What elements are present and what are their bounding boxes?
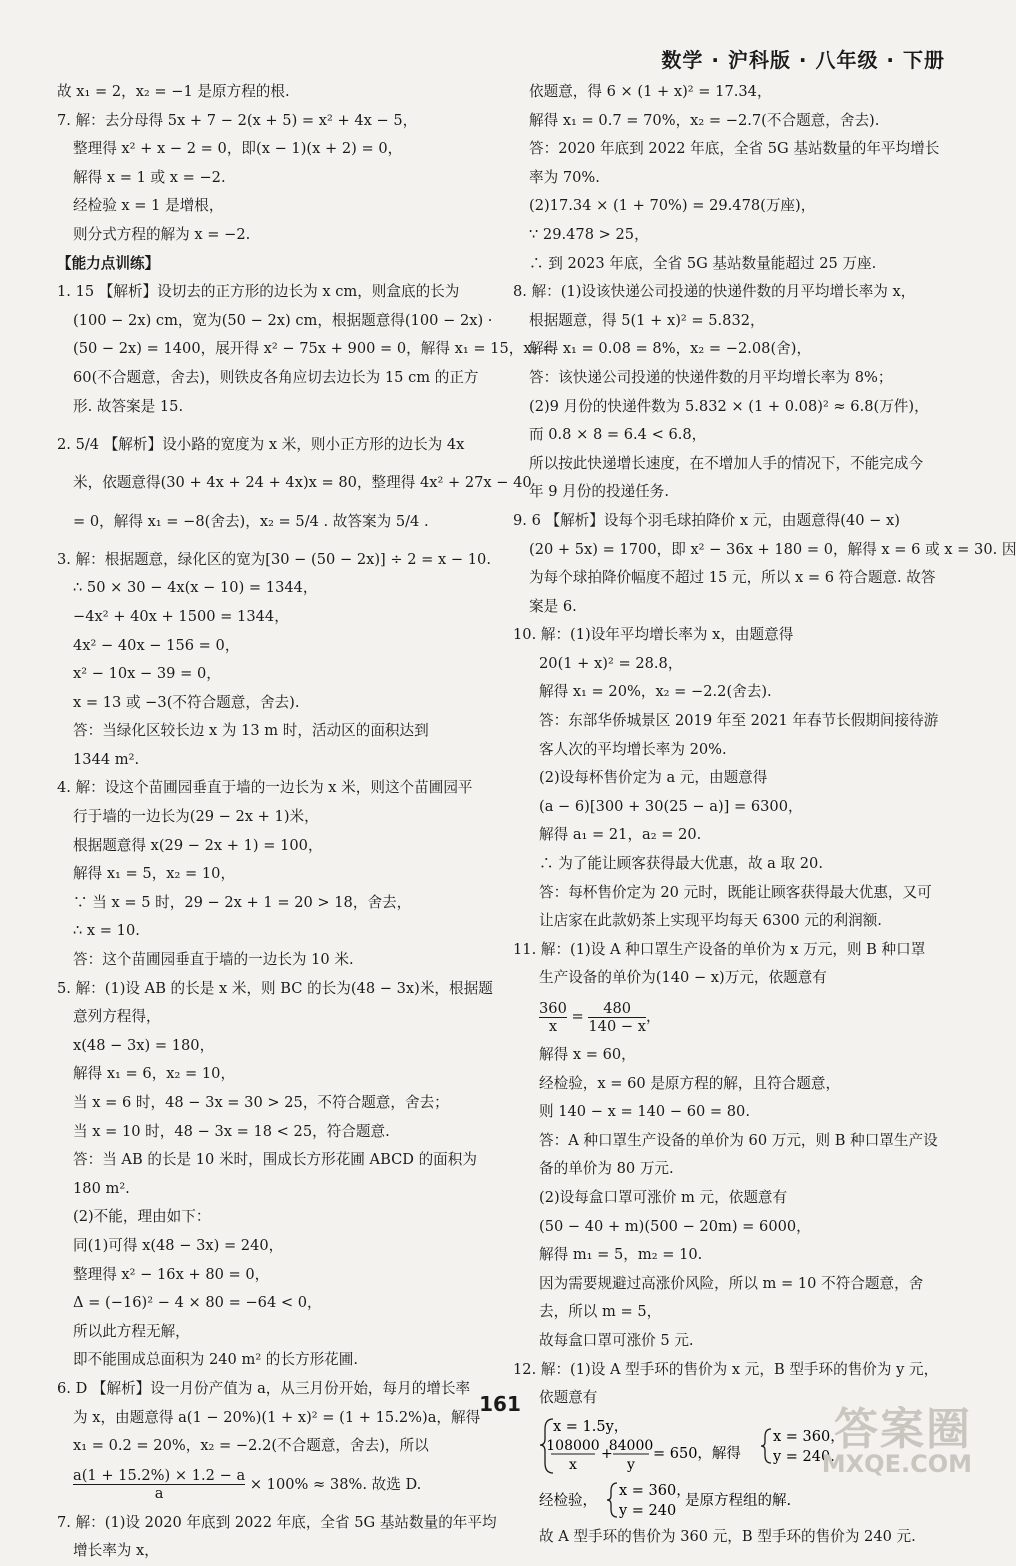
watermark-line1: 答案圈 [834, 1404, 972, 1455]
text-line: 解得 a₁ = 21，a₂ = 20. [539, 826, 702, 844]
solution-x: x = 360， [773, 1428, 845, 1445]
text-line: 为 x，由题意得 a(1 − 20%)(1 + x)² = (1 + 15.2%)a，解得 [73, 1408, 481, 1426]
text-line: (100 − 2x) cm，宽为(50 − 2x) cm，根据题意得(100 − 2x) · [73, 311, 493, 329]
text-line: 答：东部华侨城景区 2019 年至 2021 年春节长假期间接待游 [539, 712, 939, 730]
fraction-numerator: 108000 [546, 1437, 600, 1454]
equation-2-result: = 650，解得 [653, 1445, 741, 1462]
text-line: (a − 6)[300 + 30(25 − a)] = 6300， [539, 797, 803, 815]
text-line: 形. 故答案是 15. [73, 397, 184, 415]
text-line: 解得 x₁ = 5，x₂ = 10， [73, 865, 236, 883]
text-line: 1344 m². [73, 750, 140, 768]
text-line: (2)设每盒口罩可涨价 m 元，依题意有 [539, 1188, 788, 1206]
text-line: 8. 解：(1)设该快递公司投递的快递件数的月平均增长率为 x， [513, 283, 916, 301]
text-line: 则 140 − x = 140 − 60 = 80. [539, 1103, 750, 1121]
text-line: 答：当绿化区较长边 x 为 13 m 时，活动区的面积达到 [73, 722, 429, 740]
text-line: 让店家在此款奶茶上实现平均每天 6300 元的利润额. [539, 912, 882, 930]
text-line: 故 x₁ = 2，x₂ = −1 是原方程的根. [57, 83, 290, 100]
text-line: 行于墙的一边长为(29 − 2x + 1)米， [73, 808, 319, 826]
text-line: 7. 解：去分母得 5x + 7 − 2(x + 5) = x² + 4x − 5， [57, 111, 418, 129]
plus-sign: + [601, 1445, 613, 1462]
text-line: 即不能围成总面积为 240 m² 的长方形花圃. [73, 1351, 359, 1369]
text-line: 根据题意得 x(29 − 2x + 1) = 100， [73, 836, 323, 854]
text-line: −4x² + 40x + 1500 = 1344， [73, 607, 289, 625]
solution-y: y = 240 [619, 1502, 677, 1519]
text-line: (20 + 5x) = 1700，即 x² − 36x + 180 = 0，解得 x = 6 或 x = 30. 因 [529, 540, 1016, 558]
text-line: Δ = (−16)² − 4 × 80 = −64 < 0， [73, 1294, 322, 1312]
fraction-denominator: a [154, 1485, 164, 1503]
text-line: 而 0.8 × 8 = 6.4 < 6.8， [529, 426, 707, 444]
fraction-denominator: y [627, 1456, 635, 1473]
text-line: 9. 6 【解析】设每个羽毛球拍降价 x 元，由题意得(40 − x) [513, 511, 900, 529]
text-line: (2)9 月份的快递件数为 5.832 × (1 + 0.08)² ≈ 6.8(万件)， [529, 397, 929, 415]
text-line: 答：这个苗圃园垂直于墙的一边长为 10 米. [73, 951, 354, 969]
text-line: 当 x = 10 时，48 − 3x = 18 < 25，符合题意. [73, 1122, 390, 1140]
text-line: ∵ 29.478 > 25， [529, 225, 649, 243]
fraction-line [57, 1461, 494, 1509]
text-line: x = 13 或 −3(不符合题意，舍去). [73, 693, 300, 711]
text-line: ∴ x = 10. [73, 922, 140, 940]
text-line: 因为需要规避过高涨价风险，所以 m = 10 不符合题意，舍 [539, 1274, 924, 1292]
text-line: (2)不能，理由如下： [73, 1208, 211, 1226]
text-line: 答：每杯售价定为 20 元时，既能让顾客获得最大优惠，又可 [539, 883, 932, 901]
text-line: 180 m². [73, 1179, 130, 1197]
right-column [513, 78, 1016, 1551]
text-line: 客人次的平均增长率为 20%. [539, 740, 727, 758]
text-line: 答：A 种口罩生产设备的单价为 60 万元，则 B 种口罩生产设 [539, 1131, 938, 1149]
comma: ， [645, 1008, 661, 1025]
text-line: 7. 解：(1)设 2020 年底到 2022 年底，全省 5G 基站数量的年平均 [57, 1513, 497, 1531]
text-line: 整理得 x² − 16x + 80 = 0， [73, 1265, 270, 1283]
text-line: 整理得 x² + x − 2 = 0，即(x − 1)(x + 2) = 0， [73, 140, 403, 158]
text-line: 4x² − 40x − 156 = 0， [73, 636, 240, 654]
fraction-numerator: 480 [588, 1000, 646, 1018]
text-line: 故 A 型手环的售价为 360 元，B 型手环的售价为 240 元. [539, 1527, 916, 1545]
text-line: 4. 解：设这个苗圃园垂直于墙的一边长为 x 米，则这个苗圃园平 [57, 779, 473, 797]
text-line: ∴ 到 2023 年底，全省 5G 基站数量能超过 25 万座. [529, 254, 877, 272]
text-line: ∴ 为了能让顾客获得最大优惠，故 a 取 20. [539, 855, 823, 873]
page-header: 数学 · 沪科版 · 八年级 · 下册 [661, 48, 945, 72]
text-line: (50 − 40 + m)(500 − 20m) = 6000， [539, 1217, 811, 1235]
watermark-line2: MXQE.COM [821, 1450, 972, 1478]
text-line: 解得 x = 60， [539, 1046, 636, 1063]
text-line: 20(1 + x)² = 28.8， [539, 654, 683, 672]
text-line: (2)设每杯售价定为 a 元，由题意得 [539, 769, 768, 787]
text-line: 答：该快递公司投递的快递件数的月平均增长率为 8%； [529, 368, 893, 386]
text-line: = 0，解得 x₁ = −8(舍去)，x₂ = 5/4 . 故答案为 5/4 . [73, 512, 429, 530]
fraction-equation [513, 993, 950, 1041]
text-line: 依题意有 [539, 1389, 598, 1407]
text-line: 生产设备的单价为(140 − x)万元，依题意有 [539, 969, 827, 987]
text-line: 解得 x₁ = 20%，x₂ = −2.2(舍去). [539, 683, 772, 701]
fraction-360-over-x [539, 1000, 567, 1035]
text-line: 解得 x₁ = 0.08 = 8%，x₂ = −2.08(舍)， [529, 340, 812, 358]
equals-sign: = [571, 1008, 584, 1025]
text-line: 备的单价为 80 万元. [539, 1160, 674, 1178]
text-line: 解得 x₁ = 0.7 = 70%，x₂ = −2.7(不合题意，舍去). [529, 111, 880, 129]
verify-suffix: 是原方程组的解. [685, 1492, 792, 1509]
text-line: 故每盒口罩可涨价 5 元. [539, 1331, 694, 1349]
text-line: 所以此方程无解， [73, 1322, 190, 1340]
text-line: 同(1)可得 x(48 − 3x) = 240， [73, 1236, 284, 1254]
fraction-numerator: 84000 [608, 1437, 654, 1454]
text-line: x² − 10x − 39 = 0， [73, 665, 221, 683]
text-line: 米，依题意得(30 + 4x + 24 + 4x)x = 80，整理得 4x² + 27x − 40 [73, 474, 532, 492]
text-line: 答：2020 年底到 2022 年底，全省 5G 基站数量的年平均增长 [529, 140, 940, 158]
text-line: 率为 70%. [529, 168, 600, 186]
text-line: 6. D 【解析】设一月份产值为 a，从三月份开始，每月的增长率 [57, 1379, 471, 1397]
fraction-480-over-140-minus-x [588, 1000, 646, 1035]
verification-line [513, 1477, 950, 1523]
percent-fraction [73, 1467, 245, 1502]
text-line: 经检验，x = 60 是原方程的解，且符合题意， [539, 1074, 841, 1092]
text-line: 2. 5/4 【解析】设小路的宽度为 x 米，则小正方形的边长为 4x [57, 436, 465, 454]
text-line: 60(不合题意，舍去)，则铁皮各角应切去边长为 15 cm 的正方 [73, 368, 479, 386]
equation-1: x = 1.5y， [553, 1418, 629, 1435]
text-line: (2)17.34 × (1 + 70%) = 29.478(万座)， [529, 197, 816, 215]
brace [607, 1483, 617, 1517]
text-line: 3. 解：根据题意，绿化区的宽为[30 − (50 − 2x)] ÷ 2 = x − 10. [57, 550, 491, 568]
text-line: 意列方程得， [73, 1008, 161, 1026]
text-line: 解得 x₁ = 6，x₂ = 10， [73, 1065, 236, 1083]
fraction-numerator: 360 [539, 999, 567, 1017]
right-brace [761, 1429, 771, 1463]
text-line: 为每个球拍降价幅度不超过 15 元，所以 x = 6 符合题意. 故答 [529, 569, 936, 587]
section-heading: 【能力点训练】 [57, 254, 160, 272]
text-line: 1. 15 【解析】设切去的正方形的边长为 x cm，则盒底的长为 [57, 283, 460, 301]
text-line: 经检验 x = 1 是增根， [73, 197, 224, 215]
text-line: 所以按此快递增长速度，在不增加人手的情况下，不能完成今 [529, 454, 924, 472]
fraction-denominator: x [548, 1017, 558, 1035]
text-line: ∴ 50 × 30 − 4x(x − 10) = 1344， [73, 579, 318, 597]
text-line: (50 − 2x) = 1400，展开得 x² − 75x + 900 = 0，解得 x₁ = 15，x₂ = [73, 340, 555, 358]
verify-prefix: 经检验， [539, 1492, 597, 1509]
text-line: 年 9 月份的投递任务. [529, 483, 669, 501]
solution-x: x = 360， [619, 1482, 691, 1499]
text-line: 当 x = 6 时，48 − 3x = 30 > 25，不符合题意，舍去； [73, 1094, 449, 1111]
text-line: ∵ 当 x = 5 时，29 − 2x + 1 = 20 > 18，舍去， [73, 893, 412, 911]
text-line: 案是 6. [529, 597, 577, 615]
text-line: x₁ = 0.2 = 20%，x₂ = −2.2(不合题意，舍去)，所以 [73, 1437, 429, 1455]
fraction-denominator: x [569, 1456, 577, 1473]
text-line: 12. 解：(1)设 A 型手环的售价为 x 元，B 型手环的售价为 y 元， [513, 1360, 939, 1378]
fraction-tail: × 100% ≈ 38%. 故选 D. [249, 1475, 422, 1493]
fraction-denominator: 140 − x [588, 1017, 646, 1035]
text-line: 依题意，得 6 × (1 + x)² = 17.34， [529, 83, 772, 100]
text-line: x(48 − 3x) = 180， [73, 1036, 215, 1054]
page-number: 161 [479, 1392, 521, 1416]
text-line: 去，所以 m = 5， [539, 1303, 662, 1321]
solution-y: y = 240. [773, 1448, 835, 1465]
text-line: 则分式方程的解为 x = −2. [73, 225, 251, 243]
text-line: 解得 m₁ = 5，m₂ = 10. [539, 1246, 703, 1264]
fraction-numerator: a(1 + 15.2%) × 1.2 − a [73, 1467, 246, 1485]
text-line: 11. 解：(1)设 A 种口罩生产设备的单价为 x 万元，则 B 种口罩 [513, 940, 926, 958]
text-line: 增长率为 x， [73, 1542, 159, 1560]
text-line: 根据题意，得 5(1 + x)² = 5.832， [529, 311, 765, 329]
text-line: 解得 x = 1 或 x = −2. [73, 168, 226, 186]
watermark-logo [821, 1404, 972, 1478]
text-line: 5. 解：(1)设 AB 的长是 x 米，则 BC 的长为(48 − 3x)米，根据题 [57, 979, 493, 997]
text-line: 10. 解：(1)设年平均增长率为 x，由题意得 [513, 626, 794, 644]
text-line: 答：当 AB 的长是 10 米时，围成长方形花圃 ABCD 的面积为 [73, 1151, 477, 1169]
verification-graphic [539, 1477, 959, 1523]
